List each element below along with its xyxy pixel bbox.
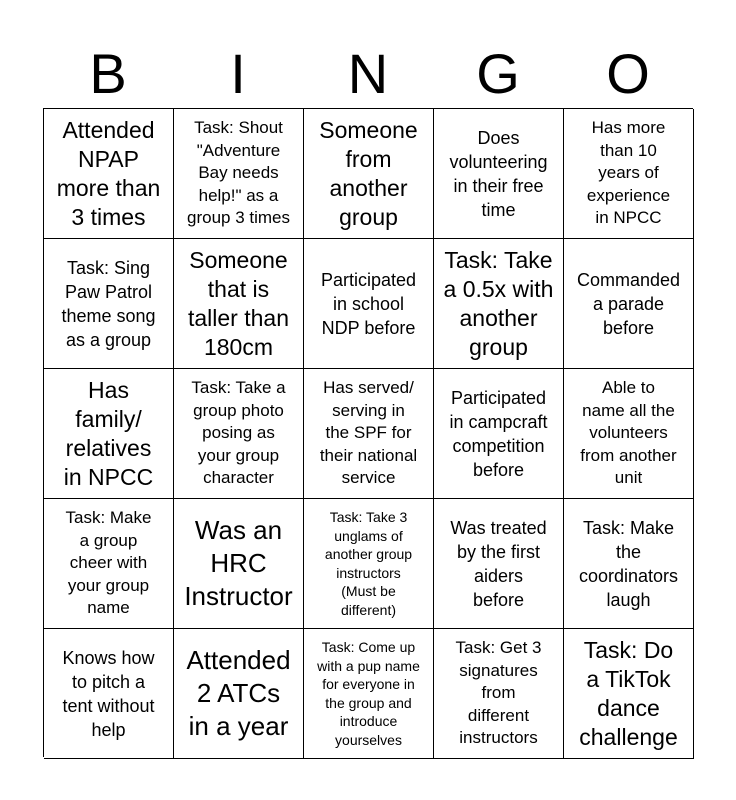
bingo-cell[interactable] (44, 499, 174, 629)
cell-text: Task: Take a 0.5x with another group (443, 246, 554, 360)
header-letter-g: G (476, 42, 520, 105)
cell-text: Task: Take 3 unglams of another group instructors (Must be different) (324, 509, 413, 618)
cell-text: Task: Do a TikTok dance challenge (579, 636, 678, 750)
cell-text: Task: Shout "Adventure Bay needs help!" as a group 3 times (187, 118, 290, 228)
cell-text: Participated in campcraft competition before (449, 387, 548, 480)
cell-text: Someone from another group (319, 116, 418, 230)
cell-text: Has served/ serving in the SPF for their national service (319, 378, 418, 488)
header-letter-b: B (89, 42, 127, 105)
cell-text: Task: Sing Paw Patrol theme song as a group (61, 257, 156, 350)
bingo-cell[interactable] (304, 499, 434, 629)
bingo-cell[interactable] (174, 499, 304, 629)
bingo-cell[interactable] (564, 629, 694, 759)
cell-text: Commanded a parade before (576, 269, 681, 338)
bingo-cell[interactable] (434, 239, 564, 369)
cell-text: Able to name all the volunteers from another unit (580, 378, 677, 488)
bingo-cell[interactable] (44, 369, 174, 499)
cell-text: Does volunteering in their free time (449, 127, 548, 220)
bingo-cell[interactable] (564, 239, 694, 369)
bingo-cell[interactable] (304, 239, 434, 369)
bingo-cell[interactable] (564, 109, 694, 239)
bingo-cell[interactable] (434, 499, 564, 629)
bingo-cell[interactable] (174, 239, 304, 369)
cell-text: Task: Make the coordinators laugh (578, 517, 679, 610)
bingo-cell[interactable] (564, 369, 694, 499)
bingo-grid (43, 108, 693, 757)
cell-text: Someone that is taller than 180cm (187, 246, 289, 360)
bingo-cell[interactable] (434, 369, 564, 499)
bingo-cell[interactable] (44, 109, 174, 239)
bingo-cell[interactable] (44, 629, 174, 759)
bingo-cell[interactable] (174, 109, 304, 239)
cell-text: Was treated by the first aiders before (450, 517, 547, 610)
bingo-cell[interactable] (44, 239, 174, 369)
cell-text: Attended NPAP more than 3 times (56, 116, 161, 230)
bingo-cell[interactable] (434, 629, 564, 759)
cell-text: Task: Come up with a pup name for everyone in the group and introduce yourselves (317, 639, 420, 748)
cell-text: Participated in school NDP before (320, 269, 417, 338)
bingo-cell[interactable] (564, 499, 694, 629)
bingo-cell[interactable] (304, 369, 434, 499)
header-letter-i: I (230, 42, 246, 105)
bingo-cell[interactable] (174, 629, 304, 759)
bingo-cell[interactable] (174, 369, 304, 499)
bingo-cell[interactable] (304, 109, 434, 239)
cell-text: Knows how to pitch a tent without help (62, 647, 155, 740)
cell-text: Task: Make a group cheer with your group name (65, 508, 152, 618)
header-letter-o: O (606, 42, 650, 105)
cell-text: Task: Take a group photo posing as your group character (191, 378, 286, 488)
cell-text: Task: Get 3 signatures from different instructors (455, 638, 542, 748)
cell-text: Has more than 10 years of experience in NPCC (586, 118, 671, 228)
bingo-cell[interactable] (304, 629, 434, 759)
cell-text: Was an HRC Instructor (184, 515, 293, 611)
header-letter-n: N (347, 42, 389, 105)
bingo-cell[interactable] (434, 109, 564, 239)
cell-text: Has family/ relatives in NPCC (63, 376, 154, 490)
bingo-header (43, 40, 693, 108)
cell-text: Attended 2 ATCs in a year (186, 645, 291, 741)
